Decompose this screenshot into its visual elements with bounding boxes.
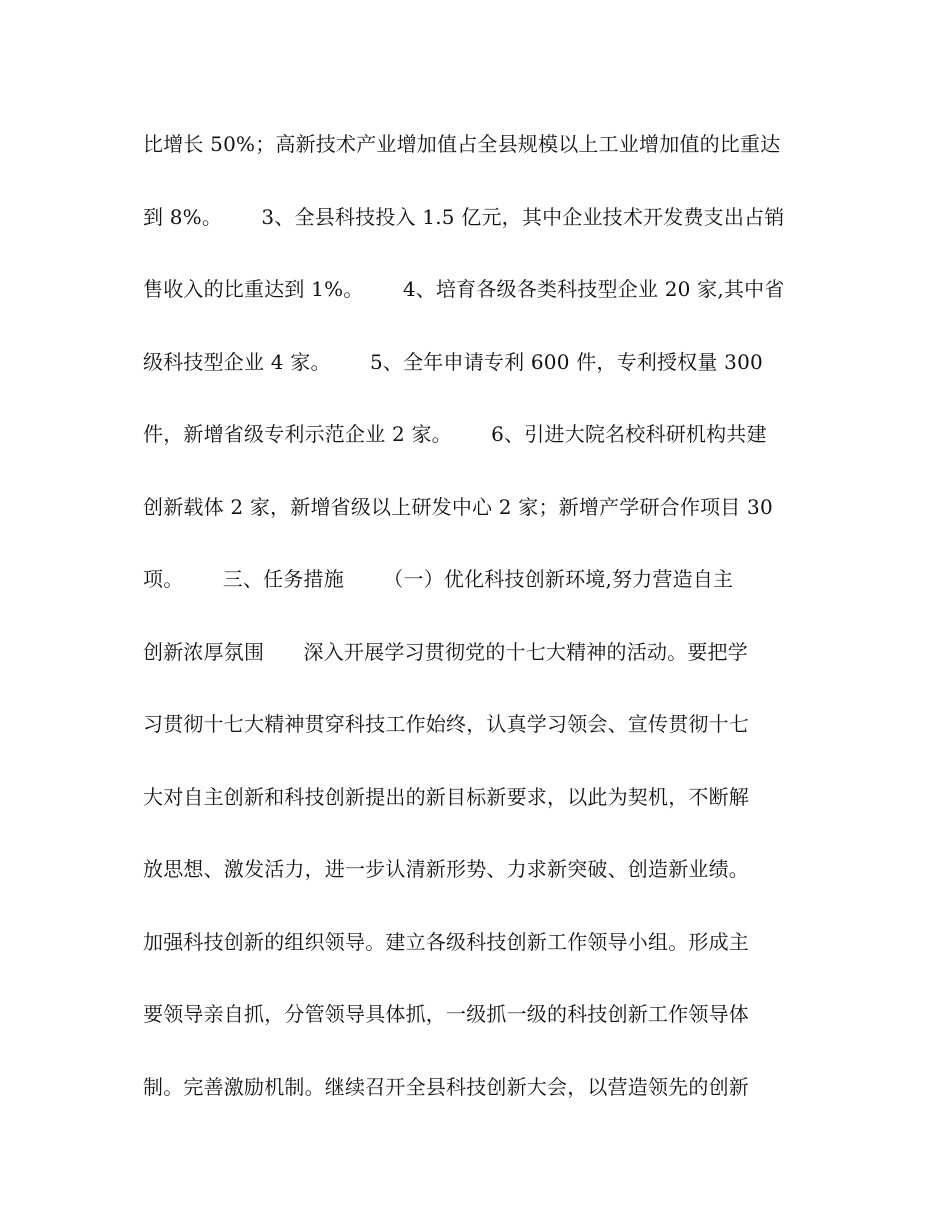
text-line: 创新载体 2 家，新增省级以上研发中心 2 家；新增产学研合作项目 30 bbox=[143, 494, 773, 519]
text-line: 比增长 50%；高新技术产业增加值占全县规模以上工业增加值的比重达 bbox=[143, 132, 781, 156]
text-line: 放思想、激发活力，进一步认清新形势、力求新突破、创造新业绩。 bbox=[143, 857, 749, 881]
text-line: 大对自主创新和科技创新提出的新目标新要求，以此为契机，不断解 bbox=[143, 784, 749, 809]
text-line: 件，新增省级专利示范企业 2 家。 6、引进大院名校科研机构共建 bbox=[143, 422, 767, 446]
text-line: 制。完善激励机制。继续召开全县科技创新大会，以营造领先的创新 bbox=[143, 1074, 749, 1099]
text-line: 加强科技创新的组织领导。建立各级科技创新工作领导小组。形成主 bbox=[143, 929, 749, 954]
text-line: 习贯彻十七大精神贯穿科技工作始终，认真学习领会、宣传贯彻十七 bbox=[143, 712, 749, 736]
body-text bbox=[143, 118, 823, 1133]
text-line: 售收入的比重达到 1%。 4、培育各级各类科技型企业 20 家,其中省 bbox=[143, 277, 785, 301]
text-line: 创新浓厚氛围 深入开展学习贯彻党的十七大精神的活动。要把学 bbox=[143, 639, 748, 664]
text-line: 要领导亲自抓，分管领导具体抓，一级抓一级的科技创新工作领导体 bbox=[143, 1002, 749, 1026]
text-line: 级科技型企业 4 家。 5、全年申请专利 600 件，专利授权量 300 bbox=[143, 349, 763, 374]
text-line: 到 8%。 3、全县科技投入 1.5 亿元，其中企业技术开发费支出占销 bbox=[143, 204, 785, 229]
text-line: 项。 三、任务措施 （一）优化科技创新环境,努力营造自主 bbox=[143, 567, 734, 591]
